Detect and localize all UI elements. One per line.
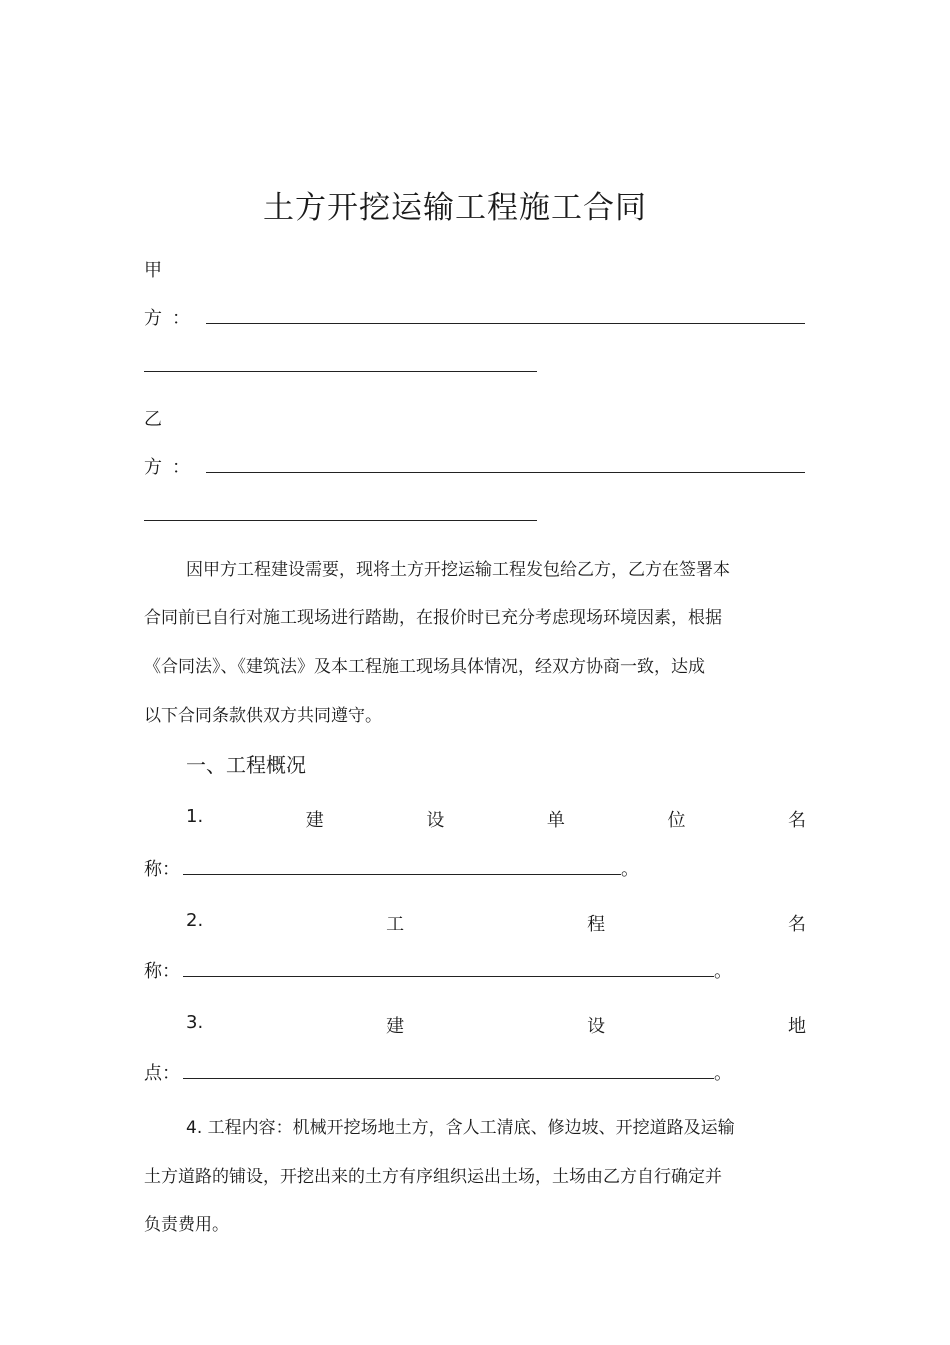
item-3-row bbox=[186, 1012, 806, 1038]
intro-line-3: 《合同法》、《建筑法》及本工程施工现场具体情况，经双方协商一致，达成 bbox=[144, 657, 705, 677]
item-1-blank-line[interactable] bbox=[183, 874, 621, 875]
item-4-line-2: 土方道路的铺设，开挖出来的土方有序组织运出土场，土场由乙方自行确定并 bbox=[144, 1167, 722, 1187]
party-b-label-cont: 方 bbox=[144, 457, 162, 478]
item-3-char: 地 bbox=[788, 1016, 806, 1037]
party-b-blank-line-2[interactable] bbox=[144, 520, 537, 521]
item-4-line-1: 4. 工程内容：机械开挖场地土方，含人工清底、修边坡、开挖道路及运输 bbox=[186, 1118, 735, 1138]
party-b-label: 乙 bbox=[144, 409, 162, 430]
item-2-number: 2. bbox=[186, 910, 204, 931]
party-a-colon: ： bbox=[172, 308, 190, 329]
item-1-number: 1. bbox=[186, 806, 204, 827]
item-4-line-3: 负责费用。 bbox=[144, 1215, 229, 1235]
item-1-cont: 称： bbox=[144, 859, 180, 880]
party-a-blank-line[interactable] bbox=[206, 323, 805, 324]
item-1-char: 单 bbox=[546, 810, 565, 831]
item-2-row bbox=[186, 910, 806, 936]
party-b-blank-line[interactable] bbox=[206, 472, 805, 473]
intro-line-4: 以下合同条款供双方共同遵守。 bbox=[144, 706, 382, 726]
party-a-blank-line-2[interactable] bbox=[144, 371, 537, 372]
item-2-blank-line[interactable] bbox=[183, 976, 714, 977]
intro-line-1: 因甲方工程建设需要，现将土方开挖运输工程发包给乙方，乙方在签署本 bbox=[186, 560, 730, 580]
item-1-char: 名 bbox=[788, 810, 806, 831]
item-1-row bbox=[186, 806, 806, 832]
item-2-char: 程 bbox=[587, 914, 606, 935]
item-2-char: 名 bbox=[788, 914, 806, 935]
item-3-char: 设 bbox=[587, 1016, 606, 1037]
party-b-colon: ： bbox=[172, 457, 190, 478]
page-title: 土方开挖运输工程施工合同 bbox=[263, 190, 647, 226]
section-heading: 一、工程概况 bbox=[186, 753, 306, 777]
item-3-end: 。 bbox=[714, 1063, 732, 1084]
item-1-char: 设 bbox=[426, 810, 445, 831]
party-a-label: 甲 bbox=[144, 260, 162, 281]
item-1-end: 。 bbox=[621, 859, 639, 880]
intro-line-2: 合同前已自行对施工现场进行踏勘，在报价时已充分考虑现场环境因素，根据 bbox=[144, 608, 722, 628]
item-3-char: 建 bbox=[386, 1016, 405, 1037]
item-2-char: 工 bbox=[386, 914, 405, 935]
item-3-cont: 点： bbox=[144, 1063, 180, 1084]
item-2-end: 。 bbox=[714, 961, 732, 982]
item-2-cont: 称： bbox=[144, 961, 180, 982]
item-3-blank-line[interactable] bbox=[183, 1078, 714, 1079]
item-1-char: 建 bbox=[305, 810, 324, 831]
item-1-char: 位 bbox=[667, 810, 686, 831]
item-3-number: 3. bbox=[186, 1012, 204, 1033]
party-a-label-cont: 方 bbox=[144, 308, 162, 329]
